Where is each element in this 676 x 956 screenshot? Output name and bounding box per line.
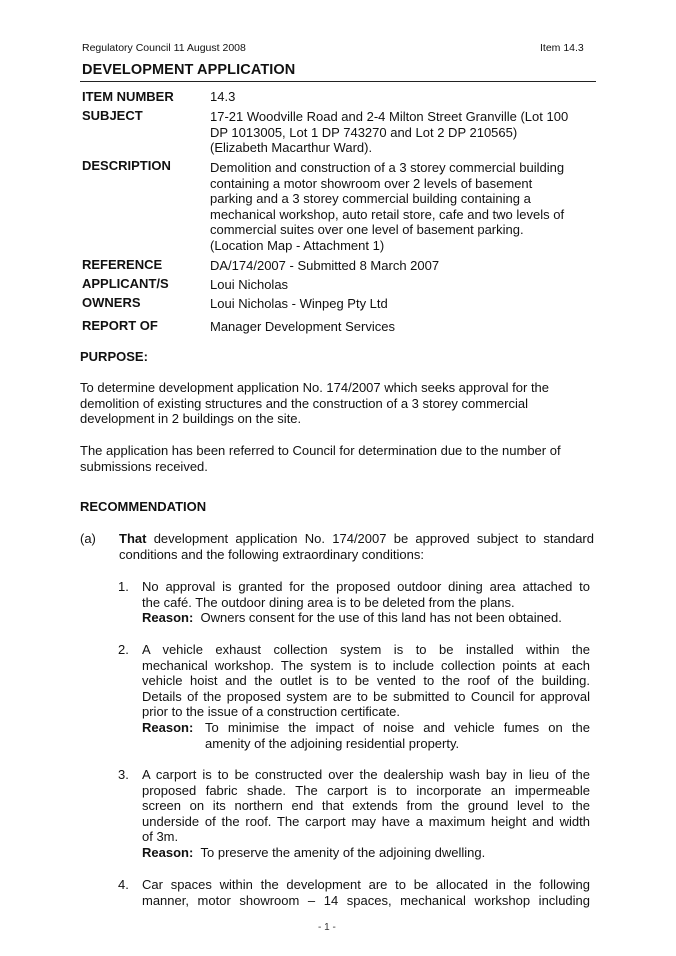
title-rule (80, 81, 596, 82)
item-a-marker: (a) (80, 531, 96, 546)
condition-2-reason-label: Reason: (142, 720, 194, 735)
purpose-paragraph-1: To determine development application No. 174/2007 which seeks approval for the demolition of existing structures and the construction of a 3 storey commercial development in 2 buildings on the site. (80, 380, 550, 426)
condition-3-number: 3. (118, 767, 129, 782)
applicants-value: Loui Nicholas (210, 277, 289, 292)
condition-4-number: 4. (118, 877, 129, 892)
reference-value: DA/174/2007 - Submitted 8 March 2007 (210, 258, 440, 273)
running-header: Regulatory Council 11 August 2008 (82, 42, 246, 54)
condition-1-text: No approval is granted for the proposed outdoor dining area attached to the café. The outdoor dining area is to be deleted from the plans. Reason: Owners consent for the use of this land has not been obtained. (142, 579, 590, 625)
reason-label: Reason: (142, 844, 194, 860)
condition-3-text: A carport is to be constructed over the dealership wash bay in lieu of the proposed fabric shade. The carport is to incorporate an impermeable screen on its northern end that extends from the ground level to the underside of the roof. The carport may have a maximum height and width of 3m. Reason: To preserve the amenity of the adjoining dwelling. (142, 767, 590, 860)
report-of-label: REPORT OF (82, 318, 158, 333)
item-number-label: ITEM NUMBER (82, 89, 174, 104)
reason-label: Reason: (142, 610, 194, 625)
item-number-header: Item 14.3 (540, 42, 584, 54)
condition-2-text: A vehicle exhaust collection system is to be installed within the mechanical workshop. The system is to include collection points at each vehicle hoist and the outlet is to be vented to the roof of the building. Details of the proposed system are to be submitted to Council for approval prior to the issue of a construction certificate. (142, 642, 590, 719)
purpose-heading: PURPOSE: (80, 349, 148, 364)
item-number-value: 14.3 (210, 89, 236, 104)
purpose-paragraph-2: The application has been referred to Council for determination due to the number of submissions received. (80, 443, 561, 474)
condition-4-text: Car spaces within the development are to be allocated in the following manner, motor showroom – 14 spaces, mechanical workshop including (142, 877, 590, 908)
condition-1-number: 1. (118, 579, 129, 594)
owners-value: Loui Nicholas - Winpeg Pty Ltd (210, 296, 388, 311)
description-label: DESCRIPTION (82, 158, 171, 173)
item-a-text: That development application No. 174/2007 be approved subject to standard conditions and the following extraordinary conditions: (119, 531, 594, 562)
subject-value: 17-21 Woodville Road and 2-4 Milton Street Granville (Lot 100 DP 1013005, Lot 1 DP 743270 and Lot 2 DP 210565) (Elizabeth Macarthur Ward). (210, 109, 569, 155)
condition-2-reason: To minimise the impact of noise and vehicle fumes on the amenity of the adjoining residential property. (205, 720, 590, 751)
subject-label: SUBJECT (82, 108, 143, 123)
report-of-value: Manager Development Services (210, 319, 395, 334)
page-title: DEVELOPMENT APPLICATION (82, 62, 296, 78)
condition-2-number: 2. (118, 642, 129, 657)
applicants-label: APPLICANT/S (82, 276, 169, 291)
reference-label: REFERENCE (82, 257, 163, 272)
description-value: Demolition and construction of a 3 storey commercial building containing a motor showroom over 2 levels of basement parking and a 3 storey commercial building containing a mechanical workshop, auto retail store, cafe and two levels of commercial suites over one level of basement parking. (Location Map - Attachment 1) (210, 160, 565, 253)
owners-label: OWNERS (82, 295, 141, 310)
recommendation-heading: RECOMMENDATION (80, 499, 207, 514)
page-number: - 1 - (318, 922, 336, 933)
